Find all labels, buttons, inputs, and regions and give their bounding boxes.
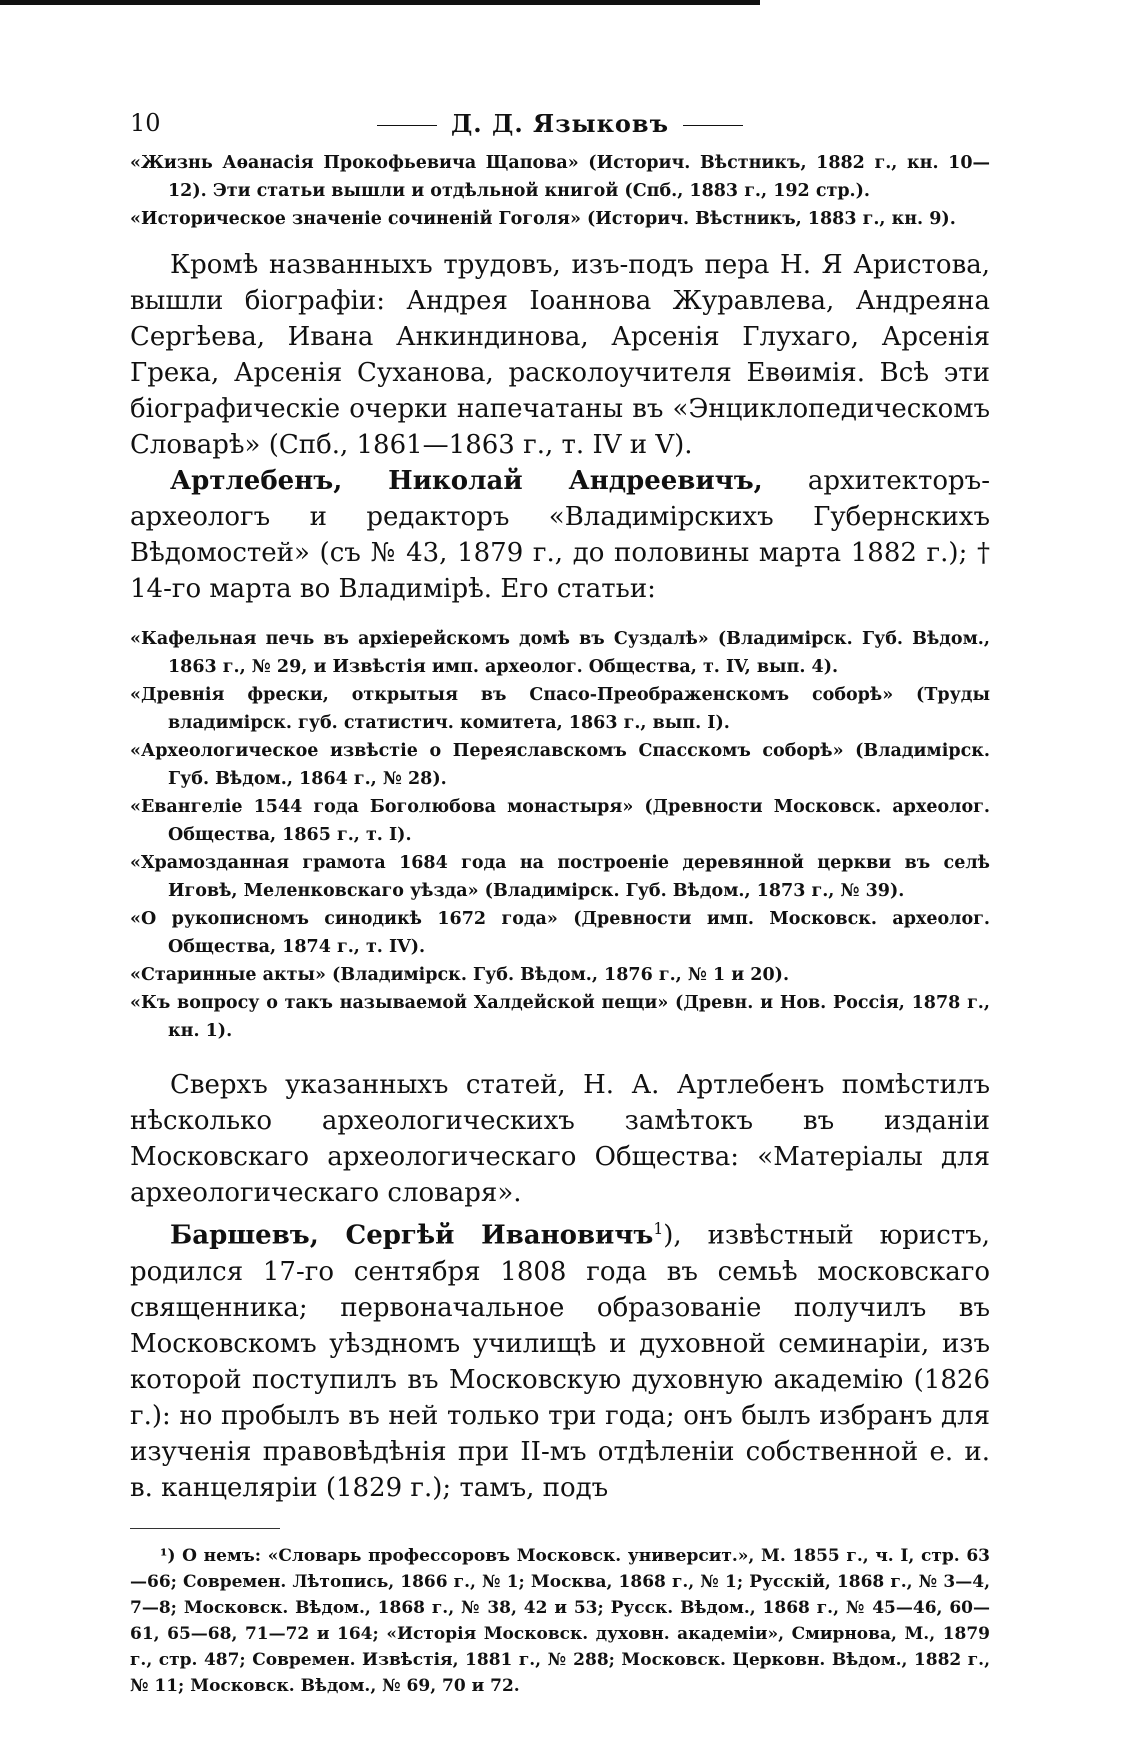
paragraph-barshev	[130, 1211, 990, 1506]
bibliography-entry: «Храмозданная грамота 1684 года на построеніе деревянной церкви въ селѣ Иговѣ, Меленковскаго уѣзда» (Владимірск. Губ. Вѣдом., 1873 г., № 39).	[130, 853, 990, 901]
page-header	[130, 105, 990, 145]
book-page	[130, 105, 990, 1699]
footnote	[130, 1543, 990, 1699]
bibliography-entry: «Археологическое извѣстіе о Переяславскомъ Спасскомъ соборѣ» (Владимірск. Губ. Вѣдом., 1864 г., № 28).	[130, 741, 990, 789]
paragraph-aristov-works: Кромѣ названныхъ трудовъ, изъ-подъ пера Н. Я Аристова, вышли біографіи: Андрея Іоаннова Журавлева, Андреяна Сергѣева, Ивана Анкиндинова, Арсенія Глухаго, Арсенія Грека, Арсенія Суханова, расколоучителя Евѳимія. Всѣ эти біографическіе очерки напечатаны въ «Энциклопедическомъ Словарѣ» (Спб., 1861—1863 г., т. IV и V).	[130, 250, 990, 460]
bibliography-entry: «Историческое значеніе сочиненій Гоголя» (Историч. Вѣстникъ, 1883 г., кн. 9).	[130, 209, 956, 229]
paragraph-artleben-notes: Сверхъ указанныхъ статей, Н. А. Артлебенъ помѣстилъ нѣсколько археологическихъ замѣтокъ въ изданіи Московскаго археологическаго Общества: «Матеріалы для археологическаго словаря».	[130, 1070, 990, 1208]
footnote-text: О немъ: «Словарь профессоровъ Московск. университ.», М. 1855 г., ч. I, стр. 63—66; Современ. Лѣтопись, 1866 г., № 1; Москва, 1868 г., № 1; Русскій, 1868 г., № 3—4, 7—8; Московск. Вѣдом., 1868 г., № 38, 42 и 53; Русск. Вѣдом., 1868 г., № 45—46, 60—61, 65—68, 71—72 и 164; «Исторія Московск. духовн. академіи», Смирнова, М., 1879 г., стр. 487; Современ. Извѣстія, 1881 г., № 288; Московск. Церковн. Вѣдом., 1882 г., № 11; Московск. Вѣдом., № 69, 70 и 72.	[130, 1545, 990, 1696]
paragraph-artleben	[130, 463, 990, 607]
bibliography-entry: «Кафельная печь въ архіерейскомъ домѣ въ Суздалѣ» (Владимірск. Губ. Вѣдом., 1863 г., № 29, и Извѣстія имп. археолог. Общества, т. IV, вып. 4).	[130, 629, 990, 677]
page-number: 10	[130, 109, 161, 137]
bibliography-entry: «Жизнь Аѳанасія Прокофьевича Щапова» (Историч. Вѣстникъ, 1882 г., кн. 10—12). Эти статьи вышли и отдѣльной книгой (Спб., 1883 г., 192 стр.).	[130, 153, 990, 201]
bibliography-entry: «Старинные акты» (Владимірск. Губ. Вѣдом., 1876 г., № 1 и 20).	[130, 965, 790, 985]
bibliography-entry: «Къ вопросу о такъ называемой Халдейской пещи» (Древн. и Нов. Россія, 1878 г., кн. 1).	[130, 993, 990, 1041]
footnote-reference: 1	[653, 1220, 664, 1238]
bibliography-list-artleben	[130, 625, 990, 1045]
top-rule	[0, 0, 760, 5]
running-title	[130, 109, 990, 138]
bibliography-entry: «Евангеліе 1544 года Боголюбова монастыря» (Древности Московск. археолог. Общества, 1865 г., т. I).	[130, 797, 990, 845]
entry-text-barshev: ), извѣстный юристъ, родился 17-го сентября 1808 года въ семьѣ московскаго священника; первоначальное образованіе получилъ въ Московскомъ уѣздномъ училищѣ и духовной семинаріи, изъ которой поступилъ въ Московскую духовную академію (1826 г.): но пробылъ въ ней только три года; онъ былъ избранъ для изученія правовѣдѣнія при II-мъ отдѣленіи собственной е. и. в. канцеляріи (1829 г.); тамъ, подъ	[130, 1220, 991, 1503]
title-dash-right	[683, 125, 743, 126]
entry-name-barshev: Баршевъ, Сергѣй Ивановичъ	[170, 1220, 654, 1251]
bibliography-entry: «О рукописномъ синодикѣ 1672 года» (Древности имп. Московск. археолог. Общества, 1874 г., т. IV).	[130, 909, 990, 957]
bibliography-list-top	[130, 149, 990, 233]
footnote-separator	[130, 1528, 280, 1529]
entry-name-artleben: Артлебенъ, Николай Андреевичъ,	[170, 466, 763, 496]
bibliography-entry: «Древнія фрески, открытыя въ Спасо-Преображенскомъ соборѣ» (Труды владимірск. губ. статистич. комитета, 1863 г., вып. I).	[130, 685, 990, 733]
entry-text-artleben: архитекторъ-археологъ и редакторъ «Владимірскихъ Губернскихъ Вѣдомостей» (съ № 43, 1879 г., до половины марта 1882 г.); † 14-го марта во Владимірѣ. Его статьи:	[130, 466, 990, 604]
running-title-text: Д. Д. Языковъ	[450, 109, 670, 138]
title-dash-left	[377, 125, 437, 126]
footnote-mark: ¹)	[160, 1545, 176, 1566]
